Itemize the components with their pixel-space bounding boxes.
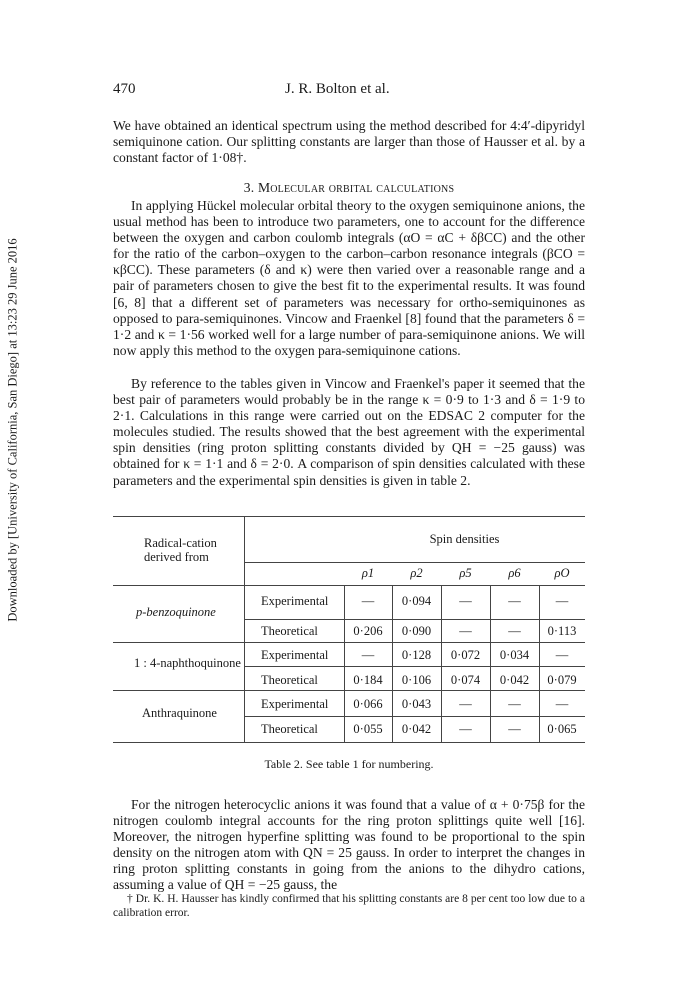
- download-watermark: [2, 210, 24, 650]
- row-kind: Theoretical: [261, 673, 318, 687]
- table-cell: —: [555, 594, 569, 608]
- table-cell: 0·113: [547, 624, 577, 638]
- group-name: p-benzoquinone: [136, 605, 216, 619]
- table-2: [113, 516, 585, 793]
- table-cell: —: [555, 697, 569, 711]
- row-kind: Experimental: [261, 697, 329, 711]
- row-kind: Theoretical: [261, 624, 318, 638]
- table-cell: —: [508, 594, 521, 608]
- table-group-rule: [113, 690, 585, 691]
- table-cell: 0·055: [353, 722, 383, 736]
- table-cell: —: [459, 722, 472, 736]
- paragraph-2: In applying Hückel molecular orbital theory to the oxygen semiquinone anions, the usual method has been to introduce two parameters, one to account for the difference between the oxygen and carbon coulomb integrals (αO = αC + δβCC) and the other for the ratio of the carbon–oxygen to the carbon–carbon resonance integrals (βCO = κβCC). These parameters (δ and κ) were then varied over a reasonable range and a pair of parameters chosen to give the best fit to the experimental results. It was found [6, 8] that a different set of parameters was necessary for ortho-semiquinones as opposed to para-semiquinones. Vincow and Fraenkel [8] found that the parameters δ = 1·2 and κ = 1·56 worked well for a large number of para-semiquinone anions. We will now apply this method to the oxygen para-semiquinone cations.: [113, 198, 585, 358]
- table-divider: [344, 586, 345, 742]
- table-divider: [441, 586, 442, 742]
- table-top-rule: [113, 516, 585, 517]
- row-kind: Experimental: [261, 594, 329, 608]
- table-cell: —: [555, 648, 569, 662]
- table-row-rule: [244, 666, 585, 667]
- column-header: ρ6: [508, 566, 521, 580]
- table-cell: —: [508, 624, 521, 638]
- table-cell: 0·128: [401, 648, 432, 662]
- download-note: Downloaded by [University of California, San Diego] at 13:23 29 June 2016: [5, 238, 20, 622]
- table-cell: —: [459, 594, 472, 608]
- table-cell: 0·206: [353, 624, 383, 638]
- paragraph-3: By reference to the tables given in Vincow and Fraenkel's paper it seemed that the best pair of parameters would probably be in the range κ = 0·9 to 1·3 and δ = 1·9 to 2·1. Calculations in this range were carried out on the EDSAC 2 computer for the molecules studied. The results showed that the best agreement with the experimental spin densities (ring proton splitting constants divided by QH = −25 gauss) was obtained for κ = 1·1 and δ = 2·0. A comparison of spin densities calculated with these parameters and the experimental spin densities is given in table 2.: [113, 376, 585, 488]
- table-group-rule: [244, 562, 585, 563]
- table-cell: 0·074: [450, 673, 481, 687]
- table-cell: —: [361, 594, 375, 608]
- table-divider: [392, 586, 393, 742]
- footnote: † Dr. K. H. Hausser has kindly confirmed that his splitting constants are 8 per cent too low due to a calibration error.: [113, 893, 585, 919]
- table-cell: 0·043: [401, 697, 432, 711]
- table-cell: 0·042: [401, 722, 432, 736]
- table-cell: 0·072: [450, 648, 481, 662]
- paragraph-1: We have obtained an identical spectrum using the method described for 4:4′-dipyridyl semiquinone cation. Our splitting constants are larger than those of Hausser et al. by a constant factor of 1·08†.: [113, 118, 585, 166]
- table-cell: 0·094: [401, 594, 432, 608]
- table-group-rule: [113, 642, 585, 643]
- running-authors: J. R. Bolton et al.: [285, 81, 390, 97]
- table-cell: 0·090: [401, 624, 432, 638]
- table-caption: Table 2. See table 1 for numbering.: [264, 757, 434, 771]
- group-name: Anthraquinone: [142, 706, 217, 720]
- table-cell: —: [508, 722, 521, 736]
- column-header: ρ5: [459, 566, 472, 580]
- table-cell: —: [508, 697, 521, 711]
- table-cell: —: [361, 648, 375, 662]
- table-divider: [490, 586, 491, 742]
- section-heading: 3. Molecular orbital calculations: [243, 180, 455, 195]
- table-cell: 0·042: [499, 673, 530, 687]
- table-cell: 0·106: [401, 673, 432, 687]
- table-cell: 0·184: [353, 673, 383, 687]
- row-kind: Theoretical: [261, 722, 318, 736]
- table-cell: —: [459, 624, 472, 638]
- table-cell: 0·034: [499, 648, 530, 662]
- table-cell: 0·066: [353, 697, 383, 711]
- group-header: Spin densities: [429, 532, 500, 546]
- column-header: ρ2: [410, 566, 423, 580]
- table-divider: [244, 516, 245, 742]
- table-bottom-rule: [113, 742, 585, 743]
- paragraph-4: For the nitrogen heterocyclic anions it was found that a value of α + 0·75β for the nitrogen coulomb integral accounts for the ring proton splittings quite well [16]. Moreover, the nitrogen hyperfine splitting was found to be proportional to the spin density on the nitrogen atom with QN = 25 gauss. In order to interpret the changes in ring proton splitting constants in going from the anions to the dihydro cations, assuming a value of QH = −25 gauss, the: [113, 797, 585, 893]
- table-row-rule: [244, 619, 585, 620]
- table-row-rule: [244, 716, 585, 717]
- running-header: [113, 81, 585, 103]
- page-number: 470: [113, 81, 136, 97]
- table-divider: [539, 586, 540, 742]
- row-kind: Experimental: [261, 648, 329, 662]
- table-cell: —: [459, 697, 472, 711]
- column-header: ρO: [554, 566, 570, 580]
- table-cell: 0·065: [547, 722, 577, 736]
- column-header: ρ1: [361, 566, 375, 580]
- table-cell: 0·079: [547, 673, 577, 687]
- group-name: 1 : 4-naphthoquinone: [134, 656, 241, 670]
- row-header: Radical-cation derived from: [144, 536, 217, 564]
- table-header-rule: [113, 585, 585, 586]
